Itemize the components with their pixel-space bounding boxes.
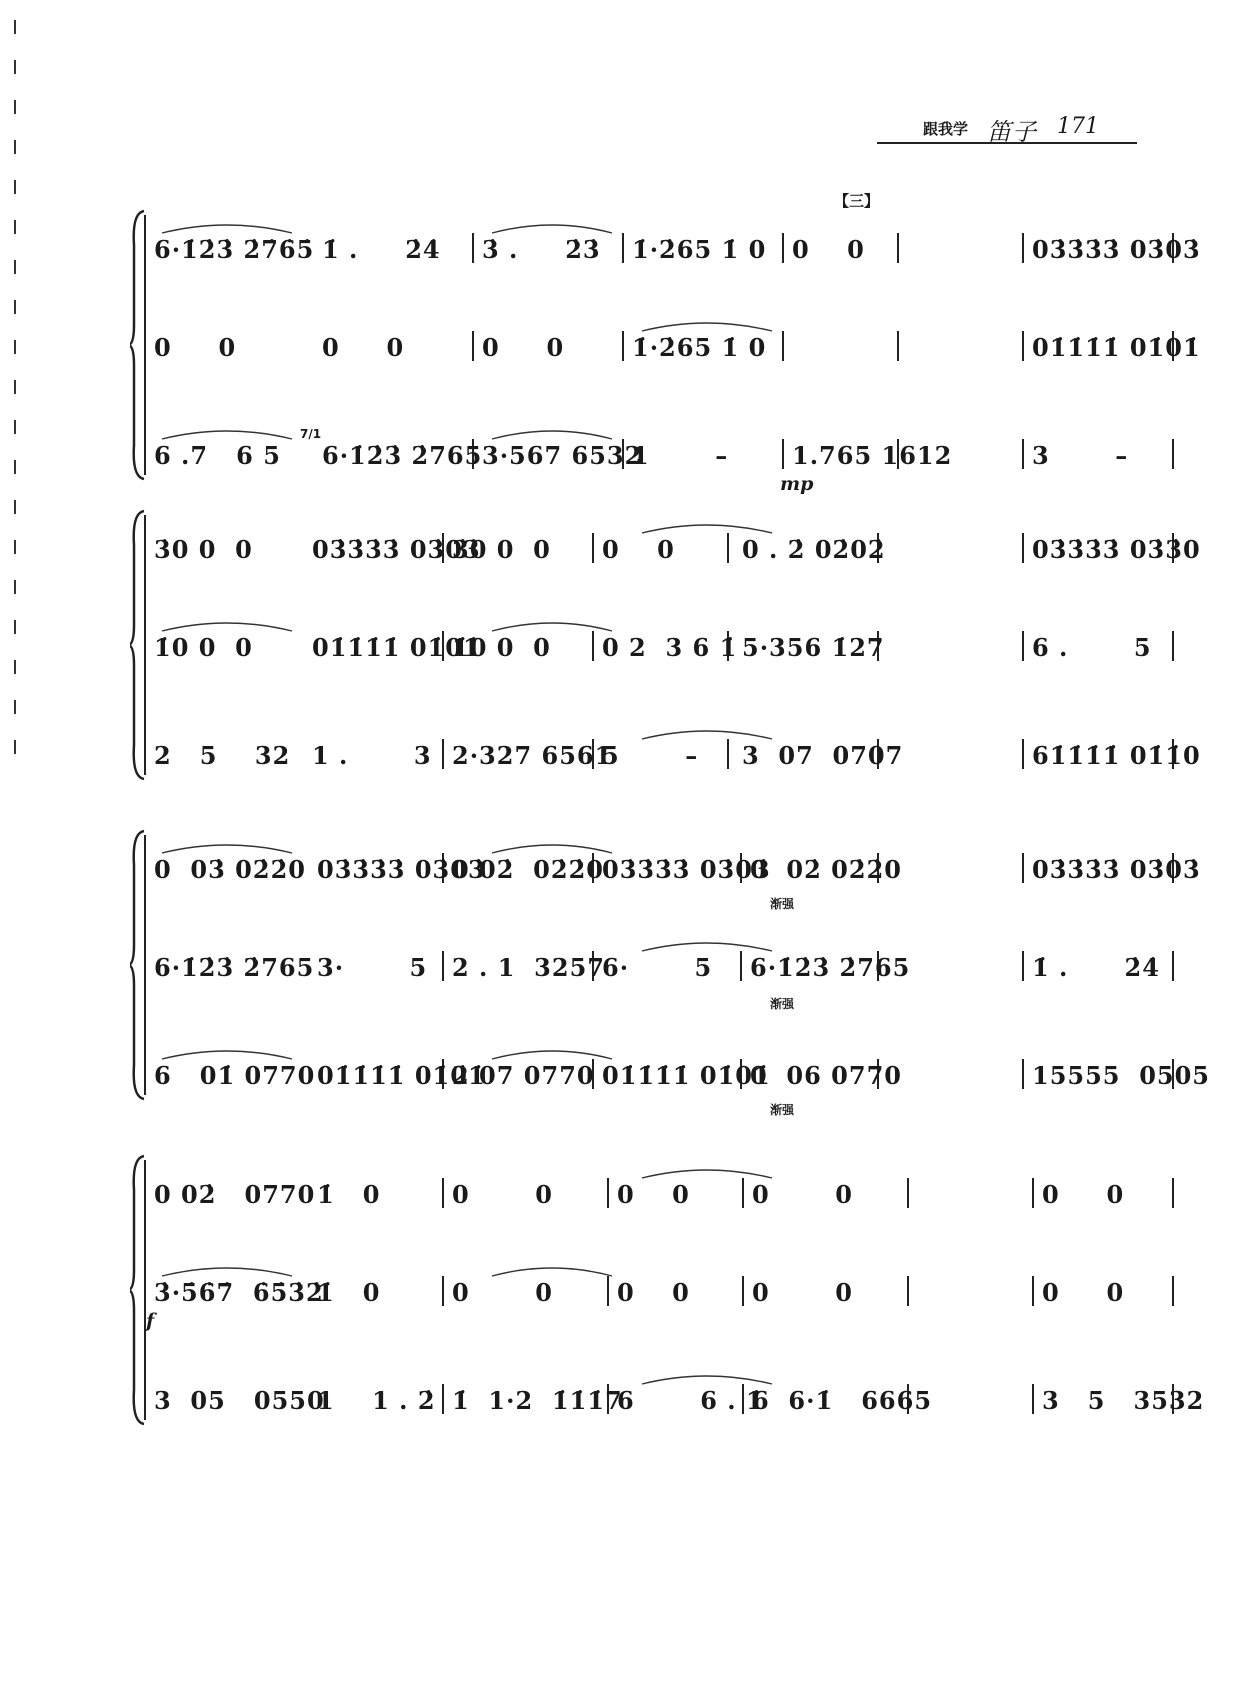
notation-measure: 2 . 1 3257	[452, 953, 605, 982]
score-system	[130, 505, 1201, 785]
bar-line	[1032, 1178, 1034, 1208]
system-line	[144, 515, 146, 775]
bar-line	[782, 331, 784, 361]
notation-measure: 3 5 3532	[1042, 1386, 1205, 1415]
header-book-title: 笛子	[987, 118, 1037, 146]
bar-line	[907, 1178, 909, 1208]
notation-measure: 0 0	[482, 333, 565, 362]
notation-measure: 01̇1̇1̇1̇ 01̇01̇	[602, 1061, 771, 1090]
notation-measure: 5 –	[602, 741, 699, 770]
notation-measure: 6·1̇2̇3̇ 2̇7̇6̇5̇	[154, 235, 315, 264]
bar-line	[1022, 631, 1024, 661]
notation-measure: 6 6·1̇ 6665	[752, 1386, 933, 1415]
bar-line	[607, 1178, 609, 1208]
bar-line	[442, 951, 444, 981]
score-part-row	[152, 731, 1201, 771]
bar-line	[1022, 1059, 1024, 1089]
notation-measure: 1̇ . 2̇4̇	[1032, 953, 1160, 982]
notation-measure: 6·1̇2̇3̇ 2̇765	[322, 441, 483, 470]
bar-line	[472, 331, 474, 361]
notation-measure: 6·1̇2̇3̇ 2̇765	[750, 953, 911, 982]
notation-measure: 1.765 1612	[792, 441, 953, 470]
notation-measure: 3̇ . 2̇3̇	[482, 235, 601, 264]
notation-measure: 0 0	[1042, 1180, 1125, 1209]
bar-line	[442, 1384, 444, 1414]
bar-line	[1022, 439, 1024, 469]
notation-measure: 6 .7 6 5	[154, 441, 281, 470]
score-part-row	[152, 1051, 1211, 1091]
bar-line	[1172, 631, 1174, 661]
bar-line	[1022, 951, 1024, 981]
score-system	[130, 1150, 1205, 1430]
crescendo-annotation: 渐强	[770, 897, 795, 911]
notation-measure: 0 02̇ 02̇2̇0	[750, 855, 902, 884]
notation-measure: 0 0	[322, 333, 405, 362]
bar-line	[897, 331, 899, 361]
notation-measure: 0 02̇ 0770	[154, 1180, 316, 1209]
score-part-row	[152, 1170, 1160, 1210]
notation-measure: 1̇ 0	[317, 1278, 381, 1307]
bar-line	[1022, 853, 1024, 883]
crescendo-annotation: 渐强	[770, 1103, 795, 1117]
bar-line	[622, 233, 624, 263]
notation-measure: 6 . 5	[1032, 633, 1152, 662]
notation-measure: 1̇0 0 0	[452, 633, 551, 662]
notation-measure: 6·1̇2̇3̇ 2̇765	[154, 953, 315, 982]
notation-measure: 3· 5	[317, 953, 428, 982]
notation-measure: 0 06 0770	[750, 1061, 902, 1090]
bar-line	[442, 1178, 444, 1208]
notation-measure: 1̇ . 2̇4̇	[322, 235, 441, 264]
header-series: 跟我学	[923, 120, 969, 138]
notation-measure: 01̇1̇1̇1̇ 01̇01̇	[1032, 333, 1201, 362]
notation-measure: 6· 5	[602, 953, 713, 982]
notation-measure: 61̇1̇1̇1̇ 01̇1̇0	[1032, 741, 1201, 770]
notation-measure: 03̇3̇3̇3̇ 03̇03̇	[312, 535, 481, 564]
score-part-row	[152, 1268, 1160, 1308]
notation-measure: 6 6 . 1̇	[617, 1386, 764, 1415]
notation-measure: 3̇·5̇6̇7̇ 6̇5̇3̇2̇	[154, 1278, 324, 1307]
notation-measure: 2̇ 07 0770	[452, 1061, 595, 1090]
bar-line	[1172, 439, 1174, 469]
bar-line	[1172, 1276, 1174, 1306]
bar-line	[622, 331, 624, 361]
notation-measure: 0 0	[602, 535, 675, 564]
grace-note-mark: 7/1	[300, 427, 322, 441]
bar-line	[1022, 233, 1024, 263]
score-system	[130, 205, 1201, 495]
notation-measure: 5·356 1̇27	[742, 633, 885, 662]
system-brace	[130, 205, 152, 485]
notation-measure: 1̇0 0 0	[154, 633, 253, 662]
system-brace	[130, 1150, 155, 1430]
notation-measure: 0 02̇ 02̇2̇0	[452, 855, 604, 884]
notation-measure: 15555 0505	[1032, 1061, 1211, 1090]
dynamic-mark: mp	[780, 473, 814, 495]
bar-line	[742, 1276, 744, 1306]
bar-line	[592, 631, 594, 661]
notation-measure: 01̇1̇1̇1̇ 01̇01̇	[317, 1061, 486, 1090]
notation-measure: 3̇0 0 0	[154, 535, 253, 564]
bar-line	[472, 233, 474, 263]
notation-measure: 0 0	[617, 1278, 690, 1307]
bar-line	[727, 739, 729, 769]
bar-line	[442, 739, 444, 769]
notation-measure: 3 –	[1032, 441, 1129, 470]
bar-line	[442, 1276, 444, 1306]
notation-measure: 6 01̇ 0770	[154, 1061, 316, 1090]
bar-line	[1172, 1178, 1174, 1208]
notation-measure: 03̇3̇3̇3̇ 03̇03̇	[602, 855, 771, 884]
system-brace	[130, 825, 152, 1105]
notation-measure: 03̇3̇3̇3̇ 03̇03̇	[1032, 235, 1201, 264]
notation-measure: 0 0	[792, 235, 865, 264]
bar-line	[907, 1276, 909, 1306]
notation-measure: 2 5 32	[154, 741, 291, 770]
notation-measure: 3 07 0707	[742, 741, 904, 770]
bar-line	[1032, 1384, 1034, 1414]
system-line	[144, 1160, 146, 1420]
bar-line	[1172, 951, 1174, 981]
bar-line	[1022, 331, 1024, 361]
notation-measure: 1̇ 1·2 1̇1̇1̇7	[452, 1386, 623, 1415]
score-part-row	[152, 1376, 1205, 1416]
dynamic-mark: f	[146, 1310, 155, 1332]
system-line	[144, 215, 146, 475]
notation-measure: 03̇3̇3̇3̇ 03̇03̇	[317, 855, 486, 884]
section-mark: 【三】	[834, 192, 880, 210]
notation-measure: 1 –	[632, 441, 729, 470]
notation-measure: 0 0	[752, 1278, 853, 1307]
notation-measure: 0 0	[752, 1180, 853, 1209]
notation-measure: 3·567 6532	[482, 441, 643, 470]
score-part-row	[152, 225, 1201, 265]
bar-line	[782, 439, 784, 469]
score-part-row	[152, 845, 1201, 885]
score-system	[130, 825, 1211, 1117]
score-part-row	[152, 623, 1160, 663]
bar-line	[1022, 533, 1024, 563]
bar-line	[740, 951, 742, 981]
bar-line	[742, 1178, 744, 1208]
notation-measure: 0 . 2̇ 02̇02̇	[742, 535, 886, 564]
notation-measure: 1 1 . 2̇	[317, 1386, 436, 1415]
notation-measure: 0 0	[452, 1278, 553, 1307]
bar-line	[1032, 1276, 1034, 1306]
score-part-row	[152, 525, 1201, 565]
bar-line	[897, 233, 899, 263]
notation-measure: 0 0	[1042, 1278, 1125, 1307]
bar-line	[607, 1276, 609, 1306]
score-part-row	[152, 943, 1160, 983]
notation-measure: 0 0	[452, 1180, 553, 1209]
notation-measure: 03̇3̇3̇3̇ 03̇3̇0	[1032, 535, 1201, 564]
notation-measure: 03̇3̇3̇3̇ 03̇03̇	[1032, 855, 1201, 884]
system-brace	[130, 505, 152, 785]
notation-measure: 3̇0 0 0	[452, 535, 551, 564]
notation-measure: 1̇·2̇65 1̇ 0	[632, 235, 767, 264]
notation-measure: 1 . 3	[312, 741, 432, 770]
bar-line	[592, 533, 594, 563]
crescendo-annotation: 渐强	[770, 997, 795, 1011]
notation-measure: 2·327 6561	[452, 741, 613, 770]
bar-line	[1022, 739, 1024, 769]
notation-measure: 0 0	[617, 1180, 690, 1209]
notation-measure: 0 2 3 6 1̇	[602, 633, 738, 662]
page-header	[877, 112, 1137, 144]
bar-line	[727, 533, 729, 563]
notation-measure: 0 0	[154, 333, 237, 362]
bar-line	[782, 233, 784, 263]
notation-measure: 01̇1̇1̇1̇ 01̇01̇	[312, 633, 481, 662]
notation-measure: 3 05 0550	[154, 1386, 325, 1415]
page-number: 171	[1057, 114, 1099, 139]
notation-measure: 1̇·2̇65 1̇ 0	[632, 333, 767, 362]
notation-measure: 0 03̇ 02̇2̇0	[154, 855, 306, 884]
score-part-row	[152, 323, 1201, 363]
binding-edge-marks	[14, 0, 18, 900]
system-line	[144, 835, 146, 1095]
notation-measure: 1̇ 0	[317, 1180, 381, 1209]
